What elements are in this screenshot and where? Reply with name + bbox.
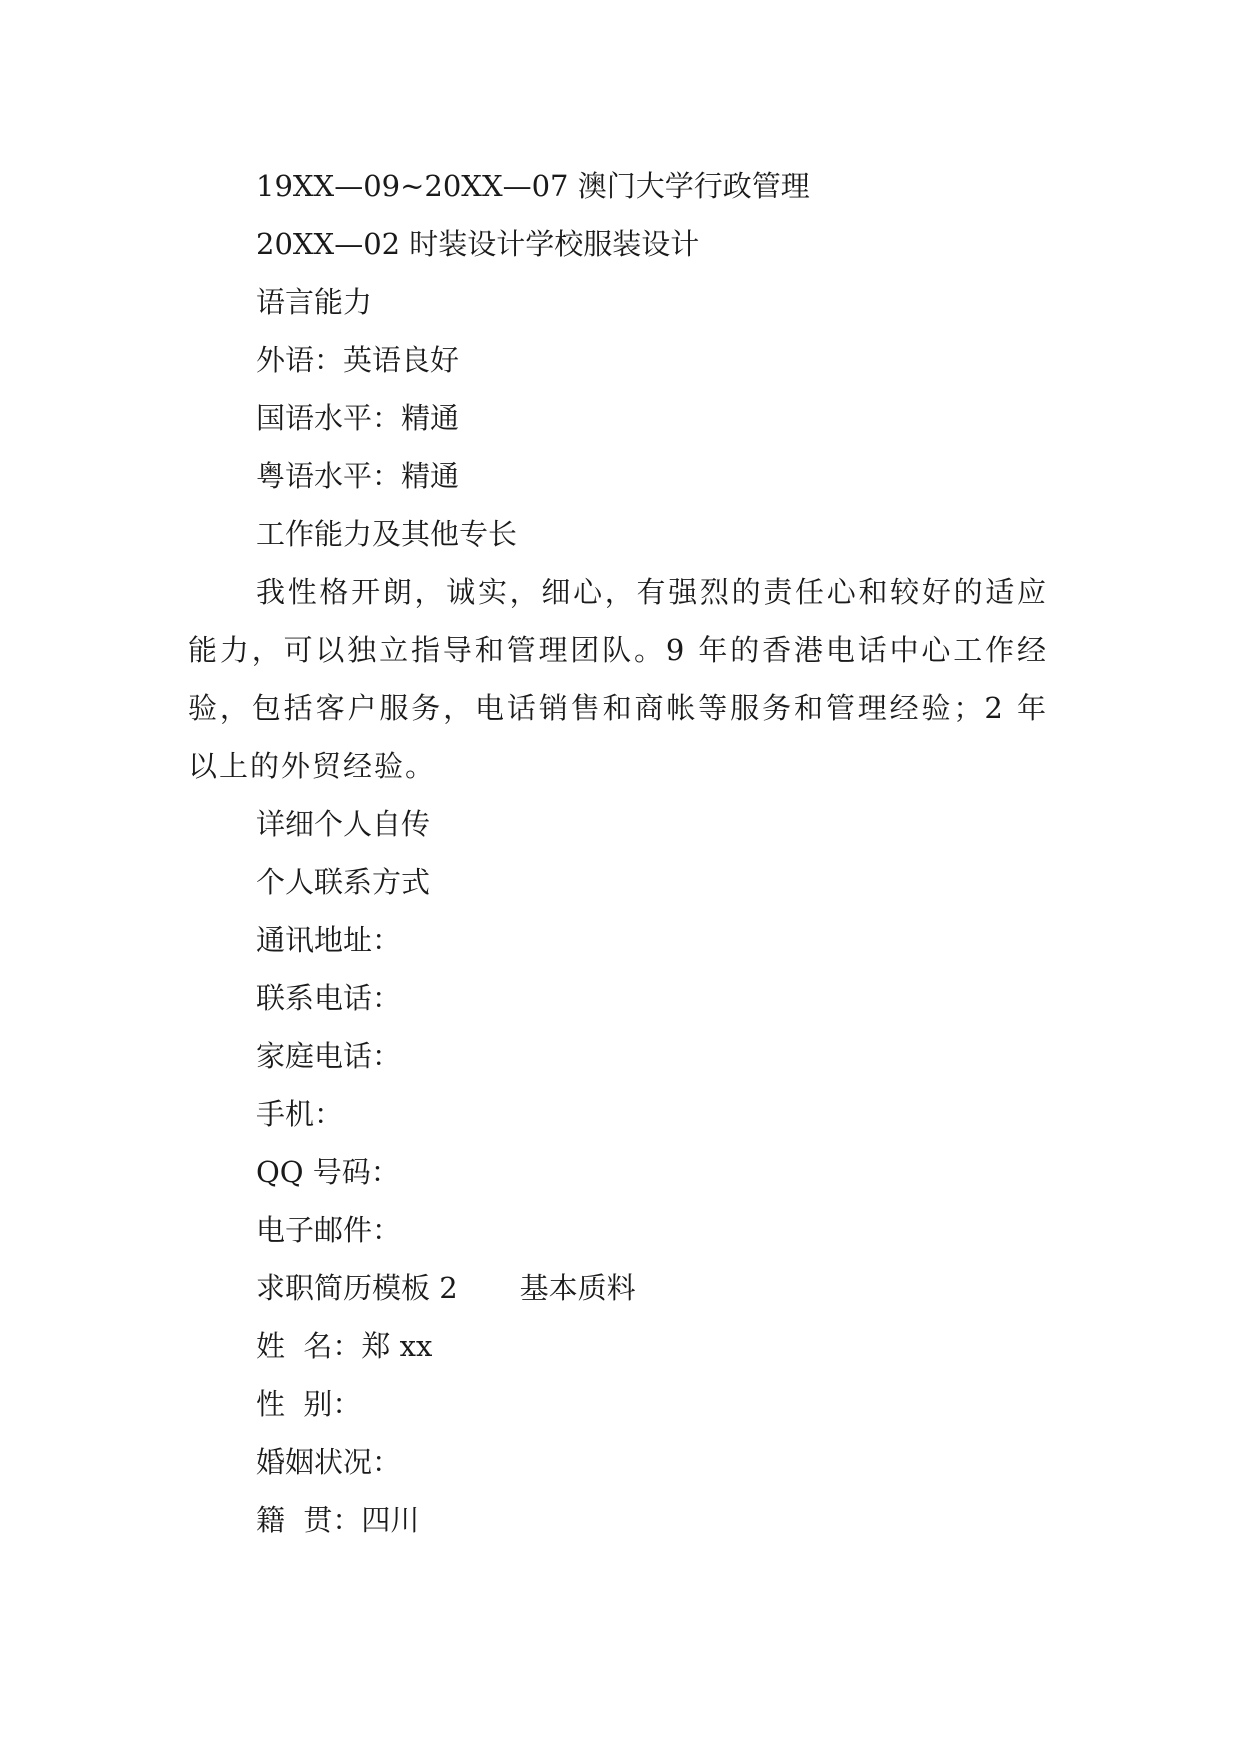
template2-heading-line xyxy=(188,1259,1048,1317)
education-line-2: 20XX—02 时装设计学校服装设计 xyxy=(256,227,700,261)
mobile-field: 手机： xyxy=(256,1097,344,1131)
gender-field: 性 别： xyxy=(256,1387,362,1421)
address-field: 通讯地址： xyxy=(256,923,402,957)
education-line-1: 19XX—09~20XX—07 澳门大学行政管理 xyxy=(256,169,810,203)
autobiography-heading: 详细个人自传 xyxy=(256,807,431,841)
home-phone-field: 家庭电话： xyxy=(256,1039,402,1073)
cantonese-level: 粤语水平：精通 xyxy=(256,459,460,493)
template2-title: 求职简历模板 2 xyxy=(256,1271,458,1305)
resume-content xyxy=(188,157,1048,1549)
foreign-language: 外语：英语良好 xyxy=(256,343,460,377)
name-field: 姓 名：郑 xx xyxy=(256,1329,433,1363)
marital-field: 婚姻状况： xyxy=(256,1445,402,1479)
phone-field: 联系电话： xyxy=(256,981,402,1015)
mandarin-level: 国语水平：精通 xyxy=(256,401,460,435)
qq-field: QQ 号码： xyxy=(256,1155,400,1189)
skills-heading: 工作能力及其他专长 xyxy=(256,517,518,551)
origin-field: 籍 贯：四川 xyxy=(256,1503,420,1537)
email-field: 电子邮件： xyxy=(256,1213,402,1247)
language-heading: 语言能力 xyxy=(256,285,373,319)
contact-heading: 个人联系方式 xyxy=(256,865,431,899)
skills-paragraph: 我性格开朗，诚实，细心，有强烈的责任心和较好的适应能力，可以独立指导和管理团队。9 年的香港电话中心工作经验，包括客户服务，电话销售和商帐等服务和管理经验；2 年以上的外贸经验。 xyxy=(188,575,1048,783)
template2-section: 基本质料 xyxy=(519,1271,636,1305)
